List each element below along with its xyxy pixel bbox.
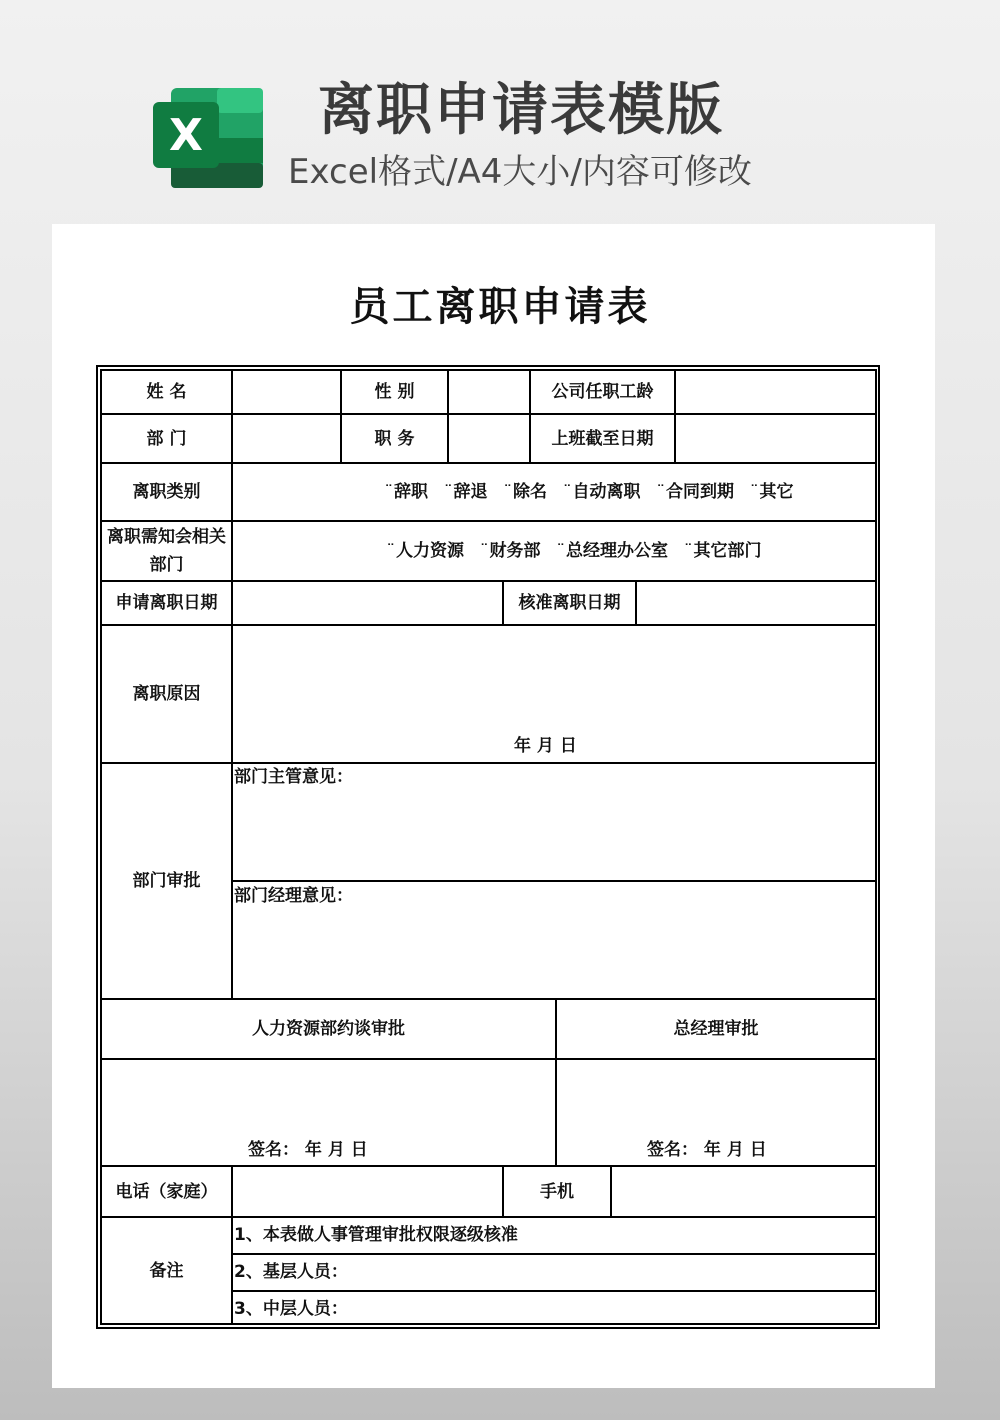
reason-date: 年 月 日 [514,736,577,756]
manager-opinion-label: 部门经理意见： [234,886,353,906]
notify-dept-option[interactable]: ¨ 财务部 [480,540,541,562]
label-position: 职 务 [374,428,415,449]
gm-approval-field[interactable] [557,1060,875,1140]
label-reason: 离职原因 [132,684,201,704]
hr-signature-line: 签名： 年 月 日 [248,1140,368,1160]
excel-logo-icon [153,88,265,188]
approved-date-field[interactable] [637,582,875,624]
label-work-until: 上班截至日期 [551,428,654,449]
label-tenure: 公司任职工龄 [551,382,654,402]
notify-dept-option[interactable]: ¨ 总经理办公室 [557,540,669,562]
label-dept-approval: 部门审批 [132,871,201,891]
manager-opinion-field[interactable] [233,910,875,998]
work-until-field[interactable] [676,415,875,462]
label-apply-date: 申请离职日期 [115,593,218,613]
label-gender: 性 别 [374,382,415,402]
leave-type-option[interactable]: ¨ 辞退 [444,481,488,503]
phone-home-field[interactable] [233,1167,502,1216]
page-subtitle: Excel格式/A4大小/内容可修改 [288,152,752,192]
label-name: 姓 名 [146,382,187,402]
leave-type-options [233,464,875,520]
notify-dept-option[interactable]: ¨ 其它部门 [684,540,762,562]
position-field[interactable] [449,415,529,462]
grid-line [231,880,876,882]
apply-date-field[interactable] [233,582,502,624]
leave-type-option[interactable]: ¨ 自动离职 [563,481,641,503]
label-gm-approval: 总经理审批 [673,1019,759,1039]
notify-dept-options [233,522,875,580]
grid-line [231,1253,876,1255]
label-notify-depts: 离职需知会相关部门 [107,527,226,575]
label-hr-interview: 人力资源部约谈审批 [252,1019,405,1039]
label-remarks: 备注 [149,1260,184,1281]
name-field[interactable] [233,371,340,413]
label-phone-home: 电话（家庭） [115,1181,218,1202]
supervisor-opinion-label: 部门主管意见： [234,767,353,787]
supervisor-opinion-field[interactable] [233,790,875,880]
leave-type-option[interactable]: ¨ 除名 [504,481,548,503]
grid-line [875,369,877,1325]
banner [0,0,1000,224]
remark-line-2: 2、基层人员： [234,1262,348,1282]
label-dept: 部 门 [146,428,187,449]
leave-type-option[interactable]: ¨ 辞职 [385,481,429,503]
excel-logo-letter: X [169,110,203,161]
grid-line [100,1323,876,1325]
label-approved-date: 核准离职日期 [518,593,621,613]
page-title: 离职申请表模版 [318,78,724,143]
notify-dept-option[interactable]: ¨ 人力资源 [387,540,465,562]
form-title: 员工离职申请表 [349,284,651,330]
label-mobile: 手机 [540,1181,574,1202]
gender-field[interactable] [449,371,529,413]
label-leave-type: 离职类别 [132,482,201,502]
mobile-field[interactable] [612,1167,875,1216]
tenure-field[interactable] [676,371,875,413]
dept-field[interactable] [233,415,340,462]
remark-line-1: 1、本表做人事管理审批权限逐级核准 [234,1225,518,1245]
leave-type-option[interactable]: ¨ 合同到期 [657,481,735,503]
gm-signature-line: 签名： 年 月 日 [647,1140,767,1160]
grid-line [231,1290,876,1292]
remark-line-3: 3、中层人员： [234,1299,348,1319]
hr-approval-field[interactable] [102,1060,555,1140]
leave-type-option[interactable]: ¨ 其它 [750,481,794,503]
